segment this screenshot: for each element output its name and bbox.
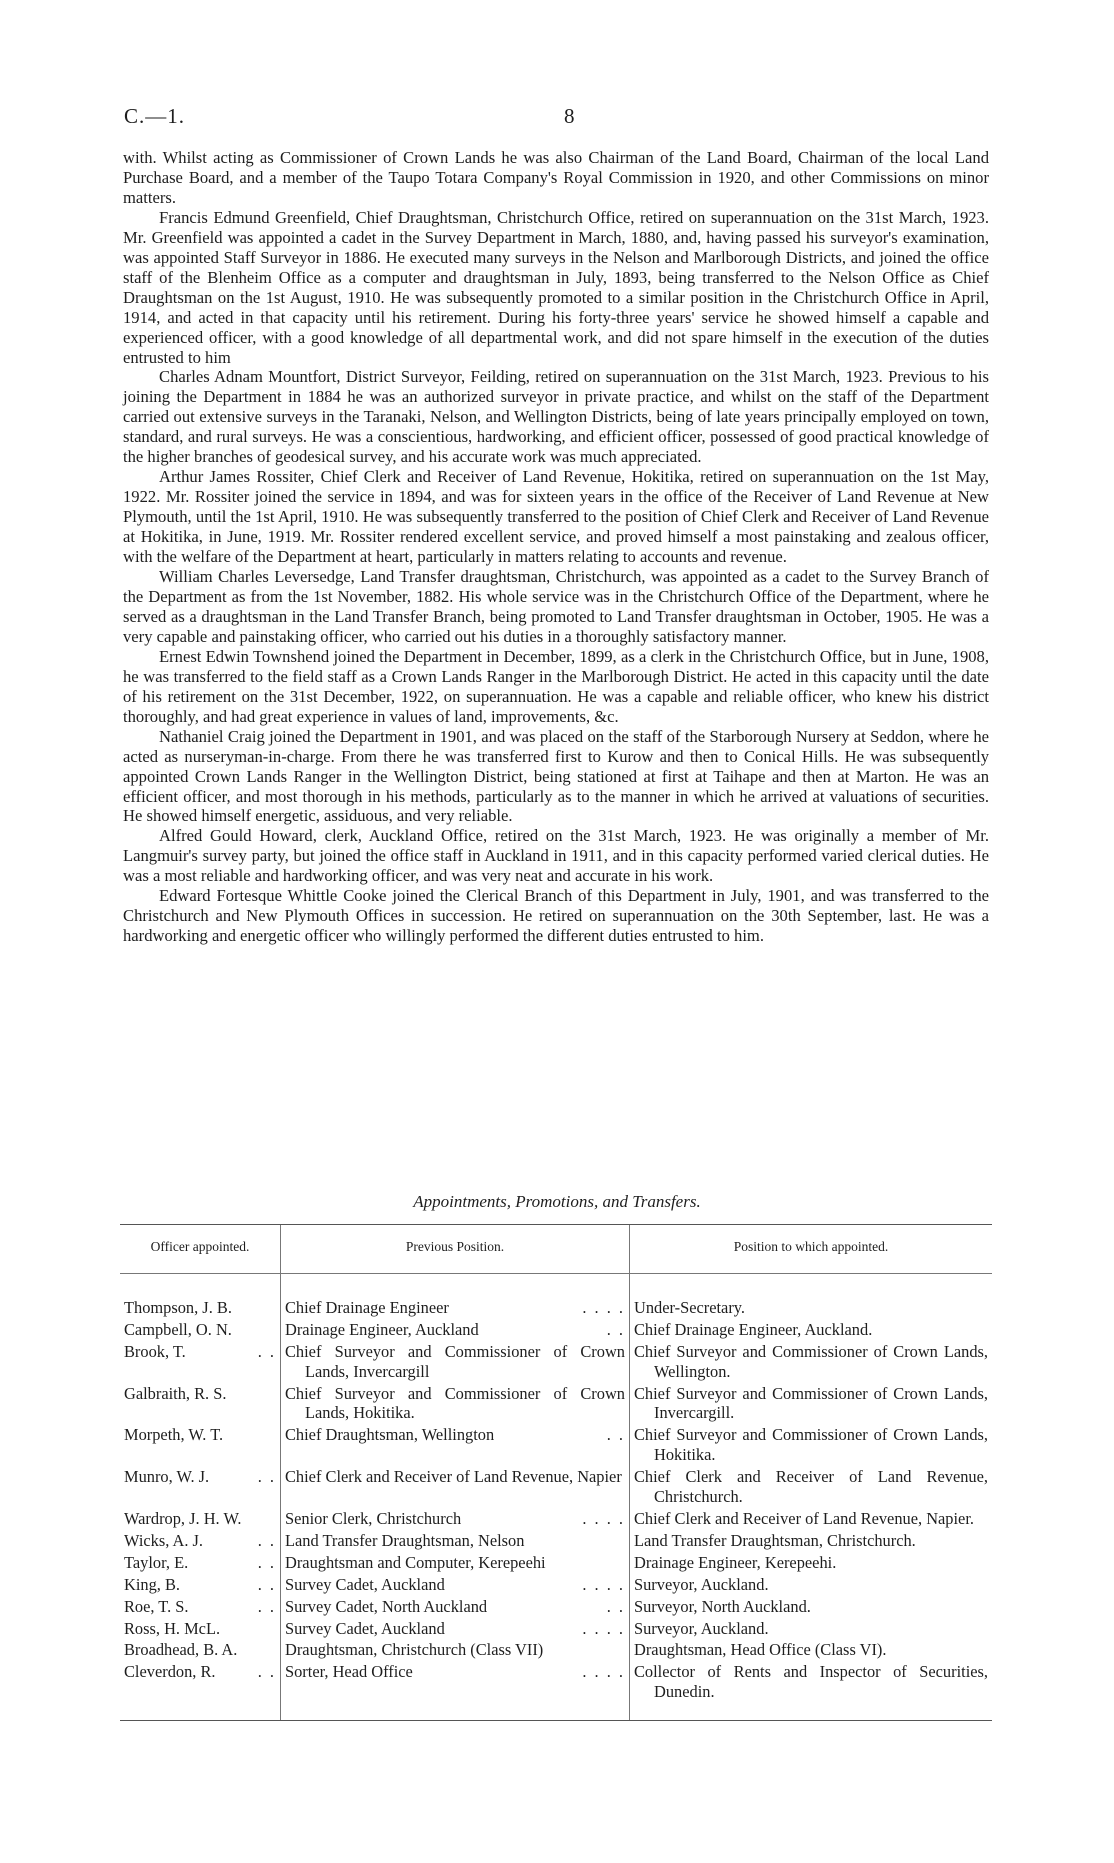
table-row xyxy=(120,1384,992,1426)
paragraph: Francis Edmund Greenfield, Chief Draughtsman, Christchurch Office, retired on superannuation on the 31st March, 1923. Mr. Greenfield was appointed a cadet in the Survey Department in March, 1880, and, having passed his surveyor's examination, was appointed Staff Surveyor in 1886. He executed many surveys in the Nelson and Marlborough Districts, and joined the office staff of the Blenheim Office as a computer and draughtsman in July, 1893, being transferred to the Nelson Office as Chief Draughtsman on the 1st August, 1910. He was subsequently promoted to a similar position in the Christchurch Office in April, 1914, and acted in that capacity until his retirement. During his forty-three years' service he showed himself a capable and experienced officer, with a good knowledge of all departmental work, and did not spare himself in the execution of the duties entrusted to him xyxy=(123,207,989,367)
officer-cell xyxy=(120,1384,281,1426)
new-position-cell xyxy=(630,1597,993,1619)
paragraph: Ernest Edwin Townshend joined the Department in December, 1899, as a clerk in the Christchurch Office, but in June, 1908, he was transferred to the field staff as a Crown Lands Ranger in the Marlborough District. He acted in this capacity until the date of his retirement on the 31st December, 1922, on superannuation. He was a capable and reliable officer, who knew his district thoroughly, and had great experience in values of land, improvements, &c. xyxy=(123,646,989,726)
cell-text: Morpeth, W. T. xyxy=(124,1425,224,1445)
paragraph: with. Whilst acting as Commissioner of Crown Lands he was also Chairman of the Land Board, Chairman of the local Land Purchase Board, and a member of the Taupo Totara Company's Royal Commission in 1920, and other Commissions on minor matters. xyxy=(123,148,989,207)
cell-text: Draughtsman and Computer, Kerepeehi xyxy=(285,1552,546,1572)
previous-position-cell xyxy=(281,1509,630,1531)
column-header: Position to which appointed. xyxy=(630,1225,993,1274)
previous-position-cell xyxy=(281,1467,630,1509)
leader-dots: . . xyxy=(257,1596,276,1616)
table-row xyxy=(120,1342,992,1384)
cell-text: Wardrop, J. H. W. xyxy=(124,1508,242,1528)
cell-text: Brook, T. xyxy=(124,1341,186,1361)
previous-position-cell xyxy=(281,1425,630,1467)
cell-text: Galbraith, R. S. xyxy=(124,1383,227,1403)
table-row xyxy=(120,1575,992,1597)
cell-text: Chief Draughtsman, Wellington xyxy=(285,1425,495,1445)
table-row xyxy=(120,1619,992,1641)
officer-cell xyxy=(120,1467,281,1509)
officer-cell xyxy=(120,1575,281,1597)
previous-position-cell xyxy=(281,1342,630,1384)
cell-text: Sorter, Head Office xyxy=(285,1662,413,1682)
cell-text: Chief Surveyor and Commissioner of Crown Lands, Invercargill xyxy=(285,1341,625,1381)
previous-position-cell xyxy=(281,1531,630,1553)
officer-cell xyxy=(120,1320,281,1342)
cell-text: Chief Clerk and Receiver of Land Revenue, Napier. xyxy=(634,1508,974,1528)
leader-dots: . . xyxy=(257,1341,276,1361)
leader-dots: . . . . xyxy=(582,1618,625,1638)
cell-text: Survey Cadet, Auckland xyxy=(285,1618,445,1638)
new-position-cell xyxy=(630,1619,993,1641)
new-position-cell xyxy=(630,1342,993,1384)
new-position-cell xyxy=(630,1425,993,1467)
table-row xyxy=(120,1298,992,1320)
officer-cell xyxy=(120,1553,281,1575)
paragraph: Nathaniel Craig joined the Department in 1901, and was placed on the staff of the Starborough Nursery at Seddon, where he acted as nurseryman-in-charge. From there he was transferred first to Kurow and then to Conical Hills. He was subsequently appointed Crown Lands Ranger in the Wellington District, being stationed at first at Taihape and then at Marton. He was an efficient officer, and most thorough in his methods, particularly as to the manner in which he arrived at valuations of securities. He showed himself energetic, assiduous, and very reliable. xyxy=(123,726,989,826)
page-number: 8 xyxy=(564,104,575,128)
cell-text: Thompson, J. B. xyxy=(124,1297,232,1317)
previous-position-cell xyxy=(281,1298,630,1320)
document-code: C.—1. xyxy=(124,104,186,128)
cell-text: Under-Secretary. xyxy=(634,1297,746,1317)
previous-position-cell xyxy=(281,1640,630,1662)
cell-text: Collector of Rents and Inspector of Securities, Dunedin. xyxy=(634,1662,988,1702)
cell-text: Chief Surveyor and Commissioner of Crown Lands, Hokitika. xyxy=(285,1383,625,1423)
column-header: Officer appointed. xyxy=(120,1225,281,1274)
cell-text: Land Transfer Draughtsman, Christchurch. xyxy=(634,1530,916,1550)
page-header xyxy=(124,104,990,134)
previous-position-cell xyxy=(281,1553,630,1575)
cell-text: Campbell, O. N. xyxy=(124,1319,232,1339)
leader-dots: . . xyxy=(606,1596,625,1616)
appointments-table xyxy=(120,1224,992,1721)
previous-position-cell xyxy=(281,1384,630,1426)
new-position-cell xyxy=(630,1575,993,1597)
cell-text: Taylor, E. xyxy=(124,1552,189,1572)
cell-text: King, B. xyxy=(124,1574,181,1594)
cell-text: Survey Cadet, North Auckland xyxy=(285,1596,488,1616)
leader-dots: . . xyxy=(257,1530,276,1550)
leader-dots: . . xyxy=(257,1662,276,1682)
table-row xyxy=(120,1597,992,1619)
paragraph: Edward Fortesque Whittle Cooke joined the Clerical Branch of this Department in July, 1901, and was transferred to the Christchurch and New Plymouth Offices in succession. He retired on superannuation on the 30th September, last. He was a hardworking and energetic officer who willingly performed the different duties entrusted to him. xyxy=(123,886,989,946)
new-position-cell xyxy=(630,1531,993,1553)
cell-text: Surveyor, North Auckland. xyxy=(634,1596,811,1616)
new-position-cell xyxy=(630,1509,993,1531)
officer-cell xyxy=(120,1619,281,1641)
table-row xyxy=(120,1425,992,1467)
leader-dots: . . xyxy=(606,1319,625,1339)
officer-cell xyxy=(120,1425,281,1467)
cell-text: Draughtsman, Head Office (Class VI). xyxy=(634,1640,887,1660)
new-position-cell xyxy=(630,1640,993,1662)
cell-text: Chief Drainage Engineer xyxy=(285,1297,449,1317)
cell-text: Survey Cadet, Auckland xyxy=(285,1574,445,1594)
leader-dots: . . . . xyxy=(582,1574,625,1594)
previous-position-cell xyxy=(281,1597,630,1619)
previous-position-cell xyxy=(281,1320,630,1342)
table-row xyxy=(120,1320,992,1342)
cell-text: Chief Surveyor and Commissioner of Crown Lands, Wellington. xyxy=(634,1341,988,1381)
new-position-cell xyxy=(630,1553,993,1575)
officer-cell xyxy=(120,1640,281,1662)
cell-text: Wicks, A. J. xyxy=(124,1530,204,1550)
cell-text: Chief Clerk and Receiver of Land Revenue, Christchurch. xyxy=(634,1467,988,1507)
new-position-cell xyxy=(630,1298,993,1320)
cell-text: Land Transfer Draughtsman, Nelson xyxy=(285,1530,525,1550)
officer-cell xyxy=(120,1662,281,1720)
cell-text: Chief Clerk and Receiver of Land Revenue, Napier xyxy=(285,1467,622,1487)
body-text xyxy=(123,148,989,946)
previous-position-cell xyxy=(281,1662,630,1720)
table-row xyxy=(120,1467,992,1509)
cell-text: Surveyor, Auckland. xyxy=(634,1574,769,1594)
leader-dots: . . . . xyxy=(582,1508,625,1528)
leader-dots: . . xyxy=(257,1467,276,1487)
cell-text: Draughtsman, Christchurch (Class VII) xyxy=(285,1640,544,1660)
cell-text: Ross, H. McL. xyxy=(124,1618,221,1638)
leader-dots: . . xyxy=(257,1552,276,1572)
officer-cell xyxy=(120,1342,281,1384)
officer-cell xyxy=(120,1509,281,1531)
cell-text: Broadhead, B. A. xyxy=(124,1640,238,1660)
cell-text: Cleverdon, R. xyxy=(124,1662,216,1682)
table-spacer xyxy=(120,1273,992,1298)
cell-text: Roe, T. S. xyxy=(124,1596,189,1616)
table-row xyxy=(120,1640,992,1662)
previous-position-cell xyxy=(281,1575,630,1597)
cell-text: Surveyor, Auckland. xyxy=(634,1618,769,1638)
cell-text: Chief Drainage Engineer, Auckland. xyxy=(634,1319,873,1339)
paragraph: Charles Adnam Mountfort, District Surveyor, Feilding, retired on superannuation on the 31st March, 1923. Previous to his joining the Department in 1884 he was an authorized surveyor in private practice, and whilst on the staff of the Department carried out extensive surveys in the Taranaki, Nelson, and Wellington Districts, being of late years principally employed on town, standard, and rural surveys. He was a conscientious, hardworking, and efficient officer, possessed of good practical knowledge of the higher branches of geodesical survey, and his accurate work was much appreciated. xyxy=(123,367,989,467)
paragraph: Alfred Gould Howard, clerk, Auckland Office, retired on the 31st March, 1923. He was originally a member of Mr. Langmuir's survey party, but joined the office staff in Auckland in 1911, and in this capacity performed varied clerical duties. He was a most reliable and hardworking officer, and was very neat and accurate in his work. xyxy=(123,826,989,886)
table-header-row xyxy=(120,1225,992,1274)
leader-dots: . . . . xyxy=(582,1297,625,1317)
table-title: Appointments, Promotions, and Transfers. xyxy=(413,1192,701,1211)
leader-dots: . . xyxy=(257,1574,276,1594)
table-row xyxy=(120,1553,992,1575)
leader-dots: . . . . xyxy=(582,1662,625,1682)
officer-cell xyxy=(120,1597,281,1619)
cell-text: Chief Surveyor and Commissioner of Crown Lands, Invercargill. xyxy=(634,1383,988,1423)
officer-cell xyxy=(120,1298,281,1320)
table-row xyxy=(120,1509,992,1531)
cell-text: Munro, W. J. xyxy=(124,1467,210,1487)
cell-text: Drainage Engineer, Auckland xyxy=(285,1319,479,1339)
new-position-cell xyxy=(630,1384,993,1426)
column-header: Previous Position. xyxy=(281,1225,630,1274)
previous-position-cell xyxy=(281,1619,630,1641)
new-position-cell xyxy=(630,1662,993,1720)
officer-cell xyxy=(120,1531,281,1553)
table-row xyxy=(120,1531,992,1553)
leader-dots: . . xyxy=(606,1425,625,1445)
cell-text: Chief Surveyor and Commissioner of Crown Lands, Hokitika. xyxy=(634,1425,988,1465)
new-position-cell xyxy=(630,1467,993,1509)
cell-text: Senior Clerk, Christchurch xyxy=(285,1508,462,1528)
table-body xyxy=(120,1273,992,1720)
new-position-cell xyxy=(630,1320,993,1342)
paragraph: William Charles Leversedge, Land Transfer draughtsman, Christchurch, was appointed as a cadet to the Survey Branch of the Department as from the 1st November, 1882. His whole service was in the Christchurch Office of the Department, where he served as a draughtsman in the Land Transfer Branch, being promoted to Land Transfer draughtsman in October, 1905. He was a very capable and painstaking officer, who carried out his duties in a thoroughly satisfactory manner. xyxy=(123,567,989,646)
paragraph: Arthur James Rossiter, Chief Clerk and Receiver of Land Revenue, Hokitika, retired on superannuation on the 1st May, 1922. Mr. Rossiter joined the service in 1894, and was for sixteen years in the office of the Receiver of Land Revenue at New Plymouth, until the 1st April, 1910. He was subsequently transferred to the position of Chief Clerk and Receiver of Land Revenue at Hokitika, in June, 1919. Mr. Rossiter rendered excellent service, and proved himself a most painstaking and zealous officer, with the welfare of the Department at heart, particularly in matters relating to accounts and revenue. xyxy=(123,467,989,567)
table-row xyxy=(120,1662,992,1720)
cell-text: Drainage Engineer, Kerepeehi. xyxy=(634,1552,837,1572)
